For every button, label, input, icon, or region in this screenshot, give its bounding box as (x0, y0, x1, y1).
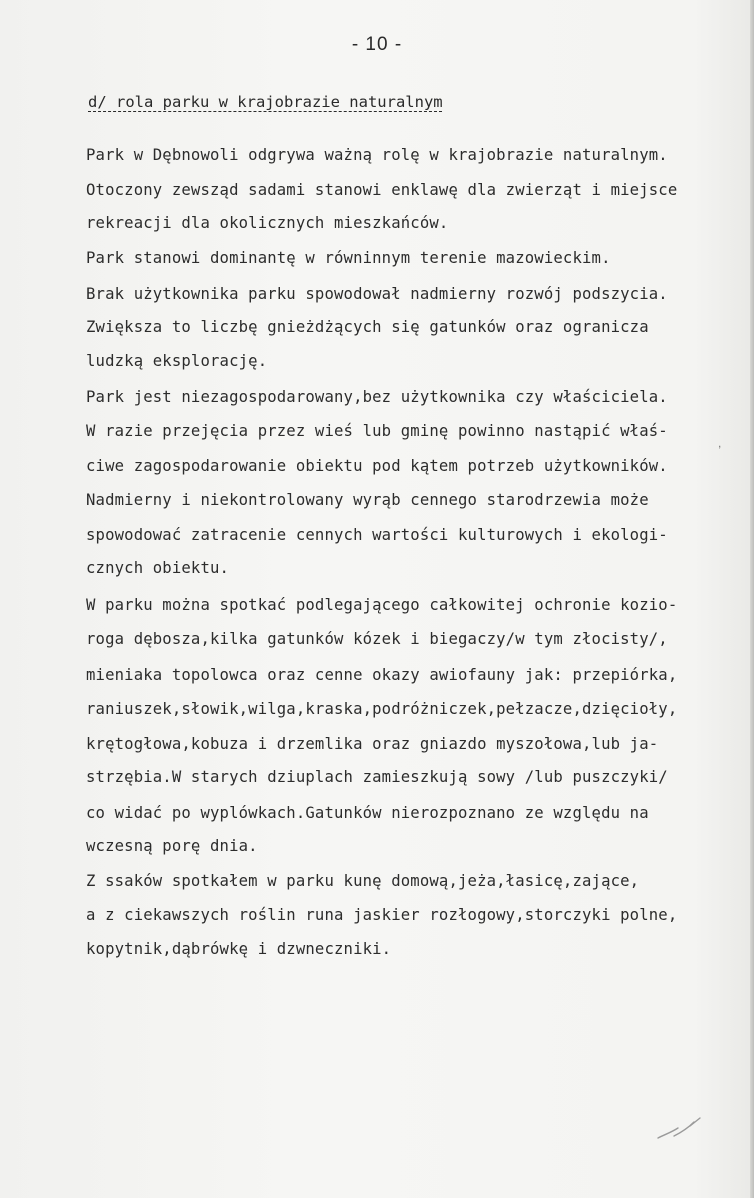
text-line: kopytnik,dąbrówkę i dzwneczniki. (86, 940, 392, 958)
text-line: Nadmierny i niekontrolowany wyrąb cennego starodrzewia może (86, 491, 649, 509)
text-line: ciwe zagospodarowanie obiektu pod kątem potrzeb użytkowników. (86, 457, 668, 475)
text-line: Park w Dębnowoli odgrywa ważną rolę w krajobrazie naturalnym. (86, 146, 668, 164)
text-line: W parku można spotkać podlegającego całkowitej ochronie kozio- (86, 596, 678, 614)
text-line: strzębia.W starych dziuplach zamieszkują sowy /lub puszczyki/ (86, 768, 668, 786)
text-line: Brak użytkownika parku spowodował nadmierny rozwój podszycia. (86, 285, 668, 303)
page-edge-shadow (750, 0, 754, 1198)
text-line: Otoczony zewsząd sadami stanowi enklawę dla zwierząt i miejsce (86, 181, 678, 199)
text-line: Park stanowi dominantę w równinnym terenie mazowieckim. (86, 249, 611, 267)
text-line: wczesną porę dnia. (86, 837, 258, 855)
text-line: a z ciekawszych roślin runa jaskier rozłogowy,storczyki polne, (86, 906, 678, 924)
text-line: Zwiększa to liczbę gnieżdżących się gatunków oraz ogranicza (86, 318, 649, 336)
section-heading: d/ rola parku w krajobrazie naturalnym (88, 93, 443, 111)
page-number: - 10 - (351, 34, 403, 55)
margin-mark: , (718, 436, 722, 450)
text-line: raniuszek,słowik,wilga,kraska,podróżniczek,pełzacze,dzięcioły, (86, 700, 678, 718)
text-line: cznych obiektu. (86, 559, 230, 577)
text-line: spowodować zatracenie cennych wartości kulturowych i ekologi- (86, 526, 668, 544)
text-line: ludzką eksplorację. (86, 352, 268, 370)
text-line: mieniaka topolowca oraz cenne okazy awiofauny jak: przepiórka, (86, 666, 678, 684)
text-line: co widać po wyplówkach.Gatunków nierozpoznano ze względu na (86, 804, 649, 822)
text-line: krętogłowa,kobuza i drzemlika oraz gniazdo myszołowa,lub ja- (86, 735, 659, 753)
text-line: roga dębosza,kilka gatunków kózek i biegaczy/w tym złocisty/, (86, 630, 668, 648)
text-line: W razie przejęcia przez wieś lub gminę powinno nastąpić właś- (86, 422, 668, 440)
text-line: Z ssaków spotkałem w parku kunę domową,jeża,łasicę,zające, (86, 872, 640, 890)
text-line: Park jest niezagospodarowany,bez użytkownika czy właściciela. (86, 388, 668, 406)
text-line: rekreacji dla okolicznych mieszkańców. (86, 214, 449, 232)
pencil-scribble-mark (654, 1114, 704, 1142)
